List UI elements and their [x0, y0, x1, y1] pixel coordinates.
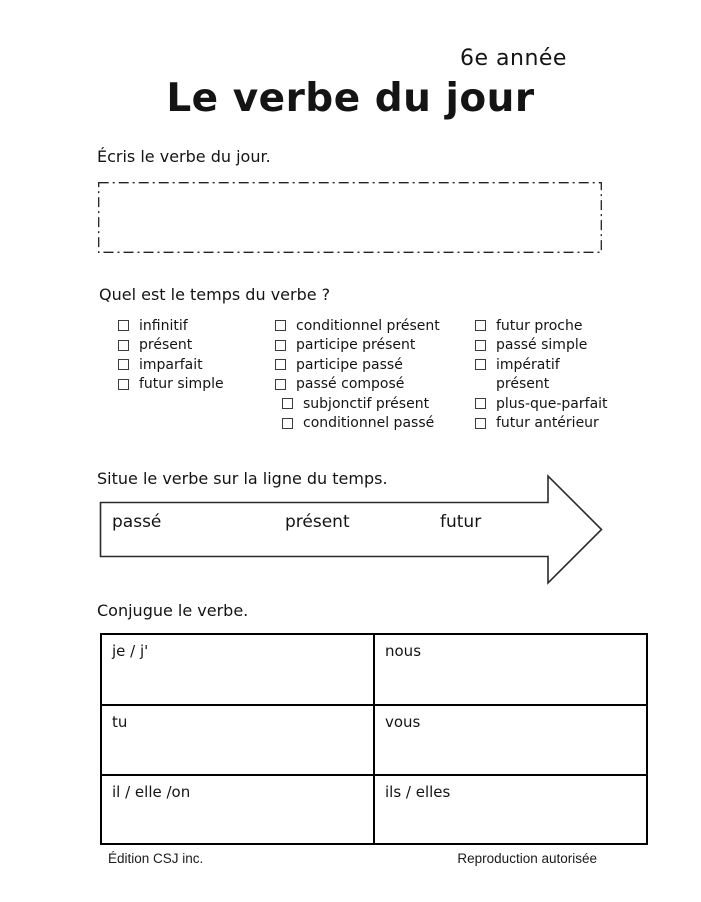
tense-option-label: infinitif — [139, 317, 188, 334]
checkbox-icon[interactable] — [118, 379, 129, 390]
checkbox-icon[interactable] — [475, 359, 486, 370]
tense-option-participe-passe — [275, 355, 440, 375]
tense-option-label: impératif — [496, 356, 560, 373]
tense-option-label: présent — [139, 337, 193, 354]
pronoun-label: nous — [385, 642, 422, 660]
tense-option-plus-que-parfait — [475, 394, 608, 414]
pronoun-label: il / elle /on — [112, 783, 191, 801]
timeline-label-present: présent — [285, 512, 350, 532]
checkbox-icon[interactable] — [475, 340, 486, 351]
tense-column-2 — [275, 316, 440, 433]
tense-option-label: conditionnel présent — [296, 317, 440, 334]
checkbox-icon[interactable] — [475, 398, 486, 409]
tense-option-label: futur simple — [139, 376, 224, 393]
checkbox-icon[interactable] — [118, 340, 129, 351]
cell-tu[interactable] — [101, 705, 374, 775]
tense-option-label: passé composé — [296, 376, 405, 393]
checkbox-icon[interactable] — [275, 340, 286, 351]
timeline-label-futur: futur — [440, 512, 482, 532]
table-row — [101, 634, 647, 705]
tense-option-label: plus-que-parfait — [496, 395, 608, 412]
tense-option-label: passé simple — [496, 337, 588, 354]
tense-option-subjonctif-present — [282, 394, 440, 414]
checkbox-icon[interactable] — [275, 359, 286, 370]
cell-il-elle-on[interactable] — [101, 775, 374, 844]
page-title: Le verbe du jour — [166, 76, 535, 121]
timeline-prompt: Situe le verbe sur la ligne du temps. — [97, 469, 388, 488]
tense-option-imperatif-present-line2 — [475, 375, 608, 395]
tense-option-label: futur antérieur — [496, 415, 599, 432]
checkbox-icon[interactable] — [282, 418, 293, 429]
tense-option-passe-compose — [275, 375, 440, 395]
verb-input-box[interactable] — [98, 182, 602, 253]
tense-option-futur-simple — [118, 375, 224, 395]
tense-option-futur-proche — [475, 316, 608, 336]
tense-option-present — [118, 336, 224, 356]
tense-option-conditionnel-present — [275, 316, 440, 336]
pronoun-label: vous — [385, 713, 421, 731]
tense-option-passe-simple — [475, 336, 608, 356]
tense-option-label: imparfait — [139, 356, 203, 373]
checkbox-icon[interactable] — [275, 320, 286, 331]
checkbox-icon[interactable] — [118, 320, 129, 331]
cell-je[interactable] — [101, 634, 374, 705]
checkbox-icon[interactable] — [282, 398, 293, 409]
timeline-label-passe: passé — [112, 512, 162, 532]
conjugation-prompt: Conjugue le verbe. — [97, 601, 249, 620]
pronoun-label: je / j' — [112, 642, 149, 660]
tense-column-3 — [475, 316, 608, 433]
tense-option-imparfait — [118, 355, 224, 375]
tense-option-conditionnel-passe — [282, 414, 440, 434]
cell-ils-elles[interactable] — [374, 775, 647, 844]
footer-rights-notice: Reproduction autorisée — [457, 851, 597, 866]
tense-option-label: subjonctif présent — [303, 395, 430, 412]
checkbox-icon[interactable] — [275, 379, 286, 390]
pronoun-label: ils / elles — [385, 783, 451, 801]
cell-nous[interactable] — [374, 634, 647, 705]
cell-vous[interactable] — [374, 705, 647, 775]
checkbox-icon[interactable] — [475, 320, 486, 331]
tense-option-futur-anterieur — [475, 414, 608, 434]
checkbox-icon[interactable] — [475, 418, 486, 429]
tense-option-infinitif — [118, 316, 224, 336]
tense-option-label: participe passé — [296, 356, 403, 373]
tense-option-label: participe présent — [296, 337, 416, 354]
grade-label: 6e année — [460, 46, 567, 71]
timeline-arrow-shape[interactable] — [99, 474, 604, 585]
checkbox-icon[interactable] — [118, 359, 129, 370]
tense-option-label: conditionnel passé — [303, 415, 435, 432]
write-verb-prompt: Écris le verbe du jour. — [97, 147, 271, 166]
table-row — [101, 775, 647, 844]
footer-publisher: Édition CSJ inc. — [108, 851, 204, 866]
tense-option-participe-present — [275, 336, 440, 356]
conjugation-table — [100, 633, 648, 845]
tense-option-label: présent — [496, 376, 550, 393]
pronoun-label: tu — [112, 713, 128, 731]
tense-question: Quel est le temps du verbe ? — [99, 285, 331, 304]
tense-option-imperatif-present — [475, 355, 608, 375]
table-row — [101, 705, 647, 775]
tense-option-label: futur proche — [496, 317, 583, 334]
tense-column-1 — [118, 316, 224, 394]
dash-dot-border — [98, 182, 602, 253]
